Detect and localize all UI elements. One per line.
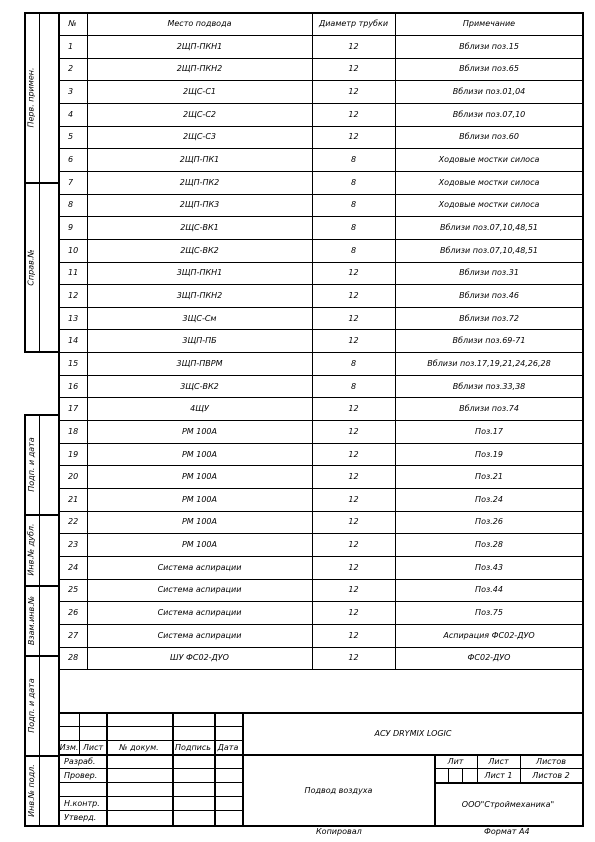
cell-number: 4 [68,109,74,119]
cell-diameter: 8 [350,200,357,210]
cell-note: Поз.19 [475,449,503,459]
header-number: № [68,19,77,28]
cell-diameter: 12 [348,336,359,346]
cell-place: 3ЩП-ПВРМ [176,358,223,368]
cell-note: Вблизи поз.33,38 [452,381,526,391]
cell-place: 2ЩС-С3 [183,132,216,142]
cell-diameter: 12 [348,64,359,74]
footer-copied: Копировал [316,827,362,836]
side-podp-data-1: Подп. и дата [27,436,36,492]
side-vzam-inv: Взам.инв.№ [27,595,37,645]
cell-number: 16 [68,381,79,391]
cell-note: Поз.44 [475,585,503,595]
cell-diameter: 12 [348,494,359,504]
cell-number: 7 [68,177,74,187]
stamp-col-list: Лист [82,742,104,752]
cell-number: 8 [68,200,74,210]
stamp-col-doc: № докум. [119,742,159,752]
cell-number: 13 [68,313,79,323]
cell-diameter: 12 [348,517,359,527]
cell-place: РМ 100А [181,426,217,436]
cell-note: Поз.43 [475,562,503,572]
cell-number: 10 [68,245,79,255]
stamp-role-nkontr: Н.контр. [64,799,100,808]
cell-place: Система аспирации [157,585,242,595]
stamp-project: АСУ DRYMIX LOGIC [374,728,452,738]
side-inv-dubl: Инв.№ дубл. [27,523,37,576]
cell-diameter: 12 [348,449,359,459]
cell-diameter: 8 [350,245,357,255]
cell-place: 2ЩС-С1 [183,87,216,97]
cell-diameter: 8 [350,223,357,232]
cell-note: Ходовые мостки силоса [438,177,540,187]
cell-number: 6 [68,155,74,165]
stamp-lit: Лит [447,756,464,766]
cell-place: РМ 100А [181,472,217,482]
cell-number: 27 [68,630,79,640]
cell-number: 19 [68,449,79,459]
cell-number: 21 [68,494,79,504]
cell-number: 1 [68,41,74,51]
cell-diameter: 12 [348,132,359,142]
cell-number: 28 [68,653,79,663]
cell-note: Поз.75 [475,608,503,618]
cell-diameter: 12 [348,608,359,618]
cell-place: РМ 100А [181,517,217,527]
cell-number: 15 [68,358,79,368]
cell-diameter: 8 [350,177,357,187]
cell-place: Система аспирации [157,562,242,572]
cell-diameter: 12 [348,540,359,550]
cell-diameter: 12 [348,472,359,482]
footer-format: Формат А4 [484,827,530,836]
stamp-role-razrab: Разраб. [64,757,96,766]
cell-diameter: 12 [348,109,359,119]
cell-place: 3ЩП-ПБ [182,336,217,346]
cell-note: Вблизи поз.60 [459,132,519,142]
cell-place: Система аспирации [157,608,242,618]
cell-note: Вблизи поз.74 [459,404,519,414]
cell-number: 2 [68,64,74,74]
stamp-list-value: Лист 1 [484,770,513,780]
side-podp-data-2: Подп. и дата [27,677,36,733]
stamp-col-izm: Изм. [59,742,79,752]
cell-place: РМ 100А [181,449,217,459]
stamp-col-sign: Подпись [175,742,211,752]
cell-note: Поз.17 [475,426,503,436]
cell-diameter: 12 [348,585,359,595]
stamp-company: ООО"Строймеханика" [461,799,555,809]
cell-number: 9 [68,223,74,232]
side-perv-primen: Перв. примен. [27,66,36,128]
cell-note: Вблизи поз.69-71 [452,336,526,346]
cell-note: ФС02-ДУО [467,653,511,663]
cell-place: Система аспирации [157,630,242,640]
cell-diameter: 12 [348,268,359,278]
cell-diameter: 12 [348,630,359,640]
cell-diameter: 12 [348,87,359,97]
cell-note: Вблизи поз.31 [459,268,519,278]
cell-place: 3ЩС-ВК2 [180,381,219,391]
cell-place: ШУ ФС02-ДУО [170,653,229,663]
cell-diameter: 12 [348,426,359,436]
cell-note: Поз.24 [475,494,503,504]
header-place: Место подвода [167,19,232,28]
cell-place: 2ЩП-ПК1 [179,155,220,165]
cell-place: 2ЩС-С2 [183,109,216,119]
stamp-listov: Листов [536,756,566,766]
cell-number: 17 [68,404,79,414]
cell-note: Вблизи поз.01,04 [452,87,526,97]
cell-number: 24 [68,562,79,572]
stamp-role-prover: Провер. [64,771,98,780]
cell-diameter: 8 [350,358,357,368]
cell-place: 2ЩП-ПК2 [179,177,220,187]
cell-number: 14 [68,336,79,346]
cell-place: 2ЩП-ПКН1 [176,41,223,51]
header-note: Примечание [462,19,516,28]
cell-place: 2ЩП-ПК3 [179,200,220,210]
cell-number: 12 [68,290,79,300]
cell-diameter: 8 [350,155,357,165]
cell-place: РМ 100А [181,540,217,550]
cell-note: Вблизи поз.46 [459,290,519,300]
stamp-list: Лист [488,756,509,766]
side-sprav: Справ.№ [27,248,36,286]
cell-note: Аспирация ФС02-ДУО [443,630,535,640]
cell-note: Поз.26 [475,517,503,527]
cell-diameter: 8 [350,381,357,391]
cell-diameter: 12 [348,404,359,414]
cell-number: 11 [68,268,79,278]
cell-note: Вблизи поз.07,10,48,51 [440,223,538,232]
cell-number: 23 [68,540,79,550]
cell-place: 2ЩС-ВК2 [180,245,219,255]
cell-number: 5 [68,132,74,142]
cell-note: Вблизи поз.72 [459,313,519,323]
cell-number: 22 [68,517,79,527]
cell-place: 3ЩП-ПКН2 [176,290,223,300]
cell-note: Ходовые мостки силоса [438,200,540,210]
side-inv-podl: Инв.№ подл. [27,763,36,817]
cell-place: 4ЩУ [190,404,209,414]
stamp-role-utverd: Утверд. [64,813,97,822]
cell-note: Ходовые мостки силоса [438,155,540,165]
cell-place: 3ЩП-ПКН1 [176,268,223,278]
cell-place: РМ 100А [181,494,217,504]
cell-note: Поз.21 [475,472,503,482]
cell-number: 25 [68,585,79,595]
cell-number: 18 [68,426,79,436]
cell-number: 26 [68,608,79,618]
cell-diameter: 12 [348,562,359,572]
cell-note: Вблизи поз.07,10 [452,109,526,119]
header-diameter: Диаметр трубки [318,19,389,28]
stamp-col-date: Дата [217,742,239,752]
stamp-listov-value: Листов 2 [532,770,570,780]
cell-number: 3 [68,87,74,97]
cell-number: 20 [68,472,79,482]
cell-diameter: 12 [348,313,359,323]
stamp-title: Подвод воздуха [304,785,373,795]
cell-place: 2ЩС-ВК1 [180,223,219,232]
cell-place: 2ЩП-ПКН2 [176,64,223,74]
cell-note: Вблизи поз.65 [459,64,519,74]
cell-note: Вблизи поз.15 [459,41,519,51]
cell-diameter: 12 [348,290,359,300]
cell-place: 3ЩС-См [182,313,217,323]
cell-diameter: 12 [348,41,359,51]
cell-diameter: 12 [348,653,359,663]
cell-note: Вблизи поз.07,10,48,51 [440,245,538,255]
cell-note: Поз.28 [475,540,503,550]
cell-note: Вблизи поз.17,19,21,24,26,28 [427,358,551,368]
